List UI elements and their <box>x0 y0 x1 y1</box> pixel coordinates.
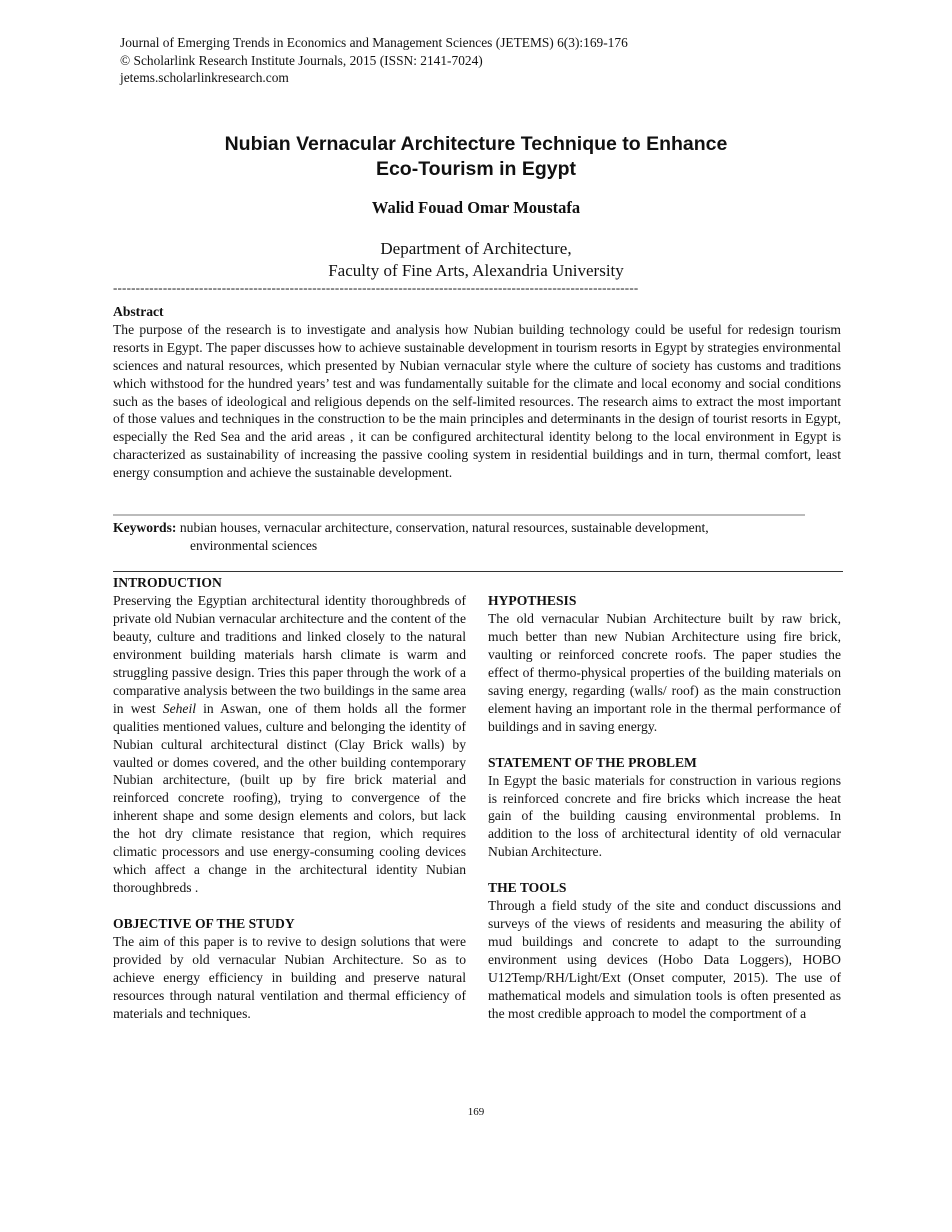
hypothesis-heading: HYPOTHESIS <box>488 593 577 608</box>
keywords-line-2: environmental sciences <box>190 537 318 553</box>
abstract-text: The purpose of the research is to investigate and analysis how Nubian building technology could be useful for redesign tourism resorts in Egypt. The paper discusses how to achieve sustainable development in tourism resorts in Egypt by strategies environmental sciences and natural resources, which presented by Nubian vernacular style where the culture of society has customs and traditions which withstood for the hundred years’ test and was fundamentally suitable for the climate and local economy and social conditions such as the bases of ideological and religious depends on the self-limited resources. The research aims to extract the most important of those values and techniques in the construction to be the main principles and determinants in the design of tourist resorts in Egypt, especially the Red Sea and the arid areas , it can be configured architectural identity belong to the local environment in Egypt is characterized as sustainability of increasing the passive cooling system in residential buildings and in turn, thermal comfort, least energy consumption and achieve the sustainable development. <box>113 321 841 481</box>
affiliation-line-1: Department of Architecture, <box>380 239 572 258</box>
affiliation-line-2: Faculty of Fine Arts, Alexandria University <box>328 260 624 280</box>
author: Walid Fouad Omar Moustafa <box>371 198 581 217</box>
divider <box>113 571 843 572</box>
objective-text: The aim of this paper is to revive to design solutions that were provided by old vernacular Nubian Architecture. So as to achieve energy efficiency in building and preserve natural resources through natural ventilation and thermal efficiency of materials and techniques. <box>113 934 466 1021</box>
keywords-label: Keywords: <box>113 520 177 535</box>
problem-heading: STATEMENT OF THE PROBLEM <box>488 754 697 770</box>
page-number: 169 <box>467 1106 485 1118</box>
keywords-line-1: nubian houses, vernacular architecture, conservation, natural resources, sustainable development, <box>179 520 709 535</box>
title-line-1: Nubian Vernacular Architecture Technique to Enhance <box>224 133 728 155</box>
dashed-separator: -------------------------------------------------------------------------------------------------------------------- <box>113 280 639 295</box>
title-line-2: Eco-Tourism in Egypt <box>375 158 577 180</box>
objective-heading: OBJECTIVE OF THE STUDY <box>113 916 295 932</box>
intro-text-part: Preserving the Egyptian architectural identity thoroughbreds of private old Nubian vernacular architecture and the content of the beauty, culture and traditions and linked closely to the natural environment building materials harsh climate is warm and struggling passive design. Tries this paper through the work of a comparative analysis between the two buildings in the same area in west <box>113 592 466 716</box>
hypothesis-text: The old vernacular Nubian Architecture built by raw brick, much better than new Nubian Architecture using fire brick, vaulting or reinforced concrete roofs. The paper studies the effect of thermo-physical properties of the building materials on saving energy, regarding (walls/ roof) as the main construction element having an important role in the thermal performance of buildings and in saving energy. <box>488 610 841 734</box>
introduction-text <box>113 592 466 897</box>
keywords <box>113 519 813 554</box>
affiliation <box>0 238 952 281</box>
problem-text: In Egypt the basic materials for construction in various regions is reinforced concrete and fire bricks which increase the heat gain of the building causing environmental problems. In addition to the loss of architectural identity of old vernacular Nubian Architecture. <box>488 772 841 860</box>
intro-text-part: in Aswan, one of them holds all the former qualities mentioned values, culture and belonging the identity of Nubian cultural architectural distinct (Clay Brick walls) by vaulted or domes covered, and the other building contemporary Nubian architecture, (built up by fire brick material and reinforced concrete roofing), trying to convergence of the inherent shape and some design elements and colors, but lack the hot dry climate resistance that region, which requires climatic processors and use energy-consuming cooling devices which affect a change in the architectural identity Nubian thoroughbreds . <box>113 700 466 896</box>
journal-citation: Journal of Emerging Trends in Economics and Management Sciences (JETEMS) 6(3):169-176 <box>120 35 628 50</box>
left-column <box>113 574 466 1023</box>
introduction-heading: INTRODUCTION <box>113 575 222 590</box>
divider <box>113 514 805 516</box>
copyright: © Scholarlink Research Institute Journals, 2015 (ISSN: 2141-7024) <box>120 52 483 68</box>
abstract <box>113 303 841 482</box>
paper-title <box>0 132 952 182</box>
journal-website: jetems.scholarlinkresearch.com <box>120 70 289 85</box>
abstract-heading: Abstract <box>113 304 164 319</box>
right-column <box>488 592 841 1023</box>
journal-header <box>120 34 628 87</box>
tools-text: Through a field study of the site and conduct discussions and surveys of the views of residents and measuring the ability of mud buildings and concrete to adapt to the surrounding environment using devices (Hobo Data Loggers), HOBO U12Temp/RH/Light/Ext (Onset computer, 2015). The use of mathematical models and simulation tools is often presented as the most credible approach to model the comportment of a <box>488 898 841 1022</box>
intro-italic-place: Seheil <box>162 700 196 716</box>
tools-heading: THE TOOLS <box>488 880 567 896</box>
